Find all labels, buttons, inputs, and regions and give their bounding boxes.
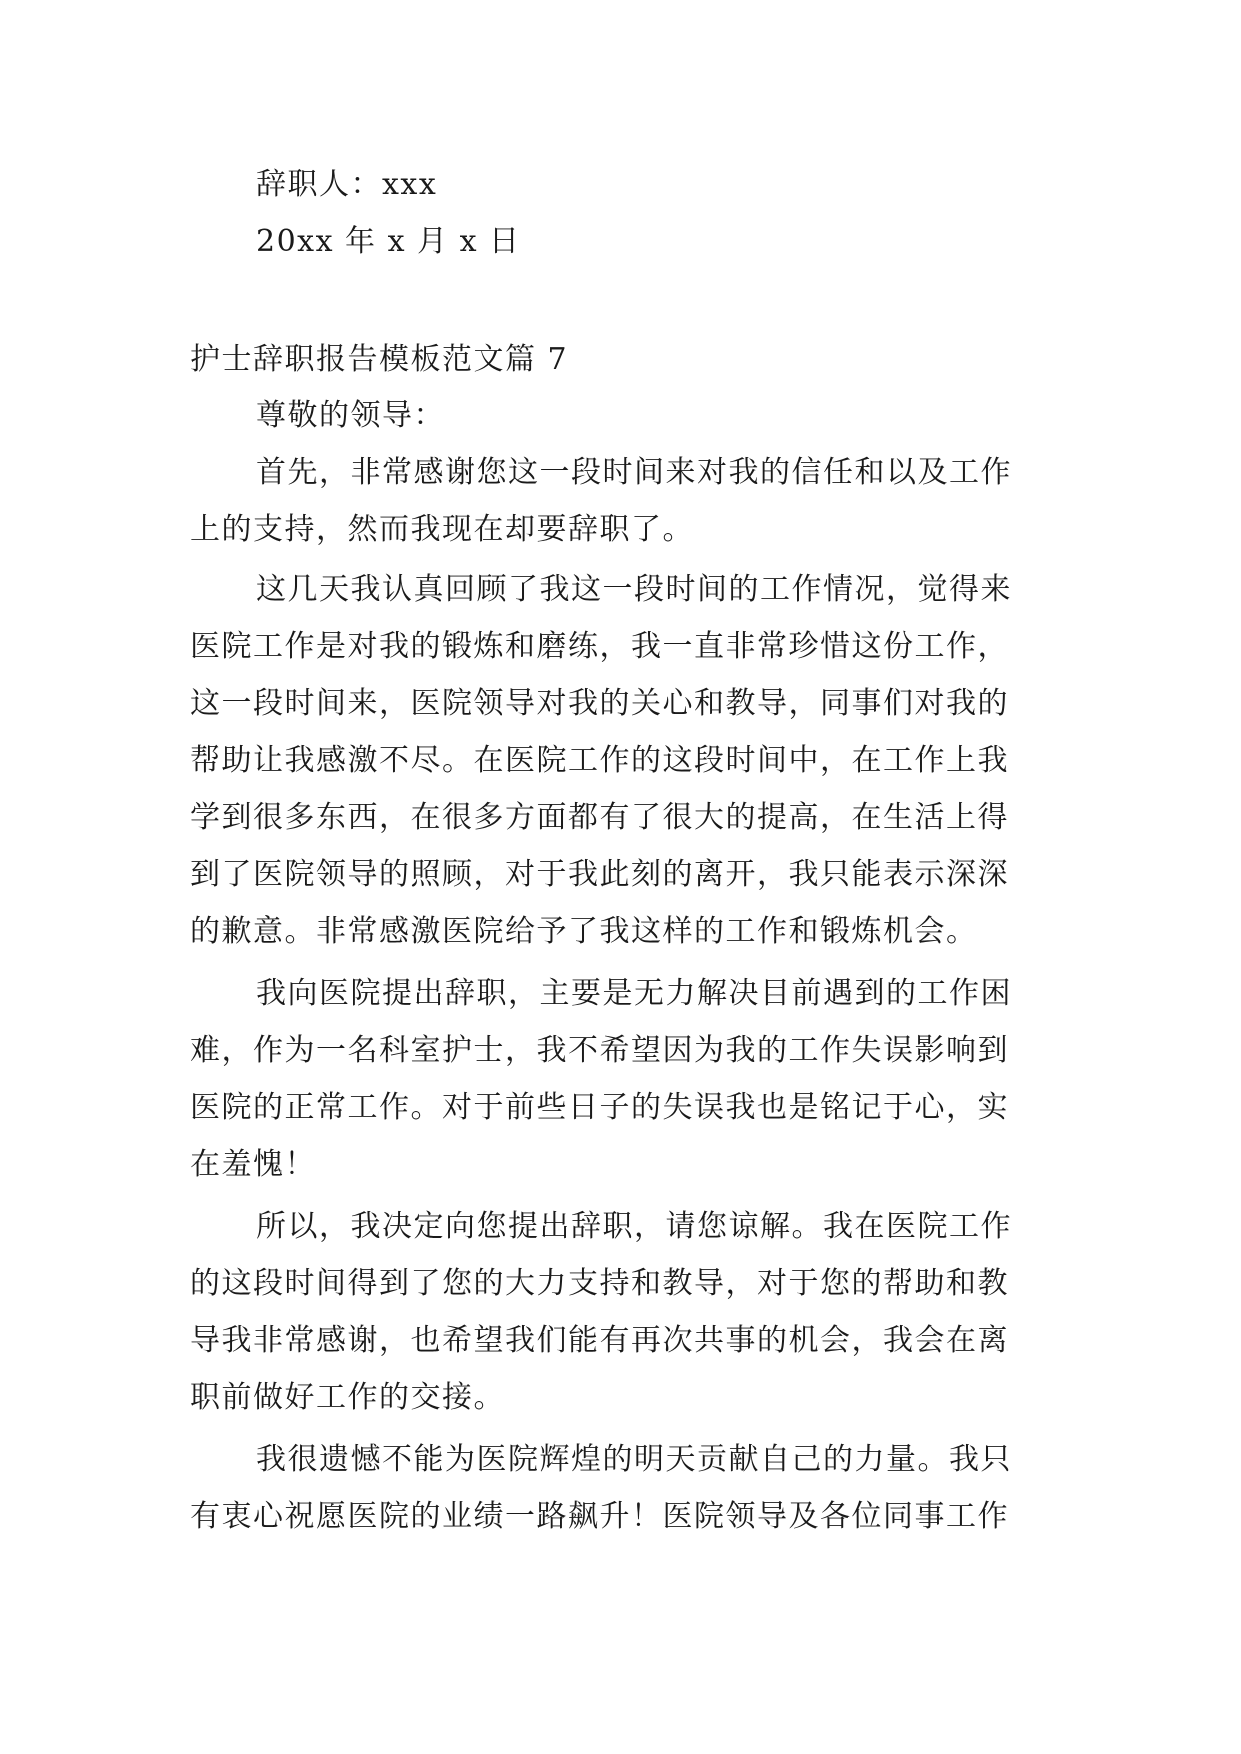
date-line: 20xx 年 x 月 x 日 xyxy=(256,224,521,259)
paragraph-line: 帮助让我感激不尽。在医院工作的这段时间中，在工作上我 xyxy=(190,743,1009,778)
paragraph-line: 的歉意。非常感激医院给予了我这样的工作和锻炼机会。 xyxy=(190,914,978,949)
paragraph-line: 有衷心祝愿医院的业绩一路飙升！医院领导及各位同事工作 xyxy=(190,1499,1009,1534)
resigner-line: 辞职人：xxx xyxy=(256,167,438,202)
paragraph-line: 在羞愧！ xyxy=(190,1147,316,1182)
paragraph-line: 医院工作是对我的锻炼和磨练，我一直非常珍惜这份工作， xyxy=(190,629,1009,664)
paragraph-line: 导我非常感谢，也希望我们能有再次共事的机会，我会在离 xyxy=(190,1323,1009,1358)
paragraph-line: 医院的正常工作。对于前些日子的失误我也是铭记于心，实 xyxy=(190,1090,1009,1125)
paragraph-line: 我很遗憾不能为医院辉煌的明天贡献自己的力量。我只 xyxy=(256,1442,1012,1477)
paragraph-line: 首先，非常感谢您这一段时间来对我的信任和以及工作 xyxy=(256,455,1012,490)
paragraph-line: 这几天我认真回顾了我这一段时间的工作情况，觉得来 xyxy=(256,572,1012,607)
section-title: 护士辞职报告模板范文篇 7 xyxy=(190,342,569,377)
paragraph-line: 的这段时间得到了您的大力支持和教导，对于您的帮助和教 xyxy=(190,1266,1009,1301)
salutation: 尊敬的领导： xyxy=(256,398,445,433)
paragraph-line: 职前做好工作的交接。 xyxy=(190,1380,505,1415)
paragraph-line: 上的支持，然而我现在却要辞职了。 xyxy=(190,512,694,547)
paragraph-line: 难，作为一名科室护士，我不希望因为我的工作失误影响到 xyxy=(190,1033,1009,1068)
paragraph-line: 我向医院提出辞职，主要是无力解决目前遇到的工作困 xyxy=(256,976,1012,1011)
paragraph-line: 到了医院领导的照顾，对于我此刻的离开，我只能表示深深 xyxy=(190,857,1009,892)
paragraph-line: 所以，我决定向您提出辞职，请您谅解。我在医院工作 xyxy=(256,1209,1012,1244)
paragraph-line: 这一段时间来，医院领导对我的关心和教导，同事们对我的 xyxy=(190,686,1009,721)
paragraph-line: 学到很多东西，在很多方面都有了很大的提高，在生活上得 xyxy=(190,800,1009,835)
